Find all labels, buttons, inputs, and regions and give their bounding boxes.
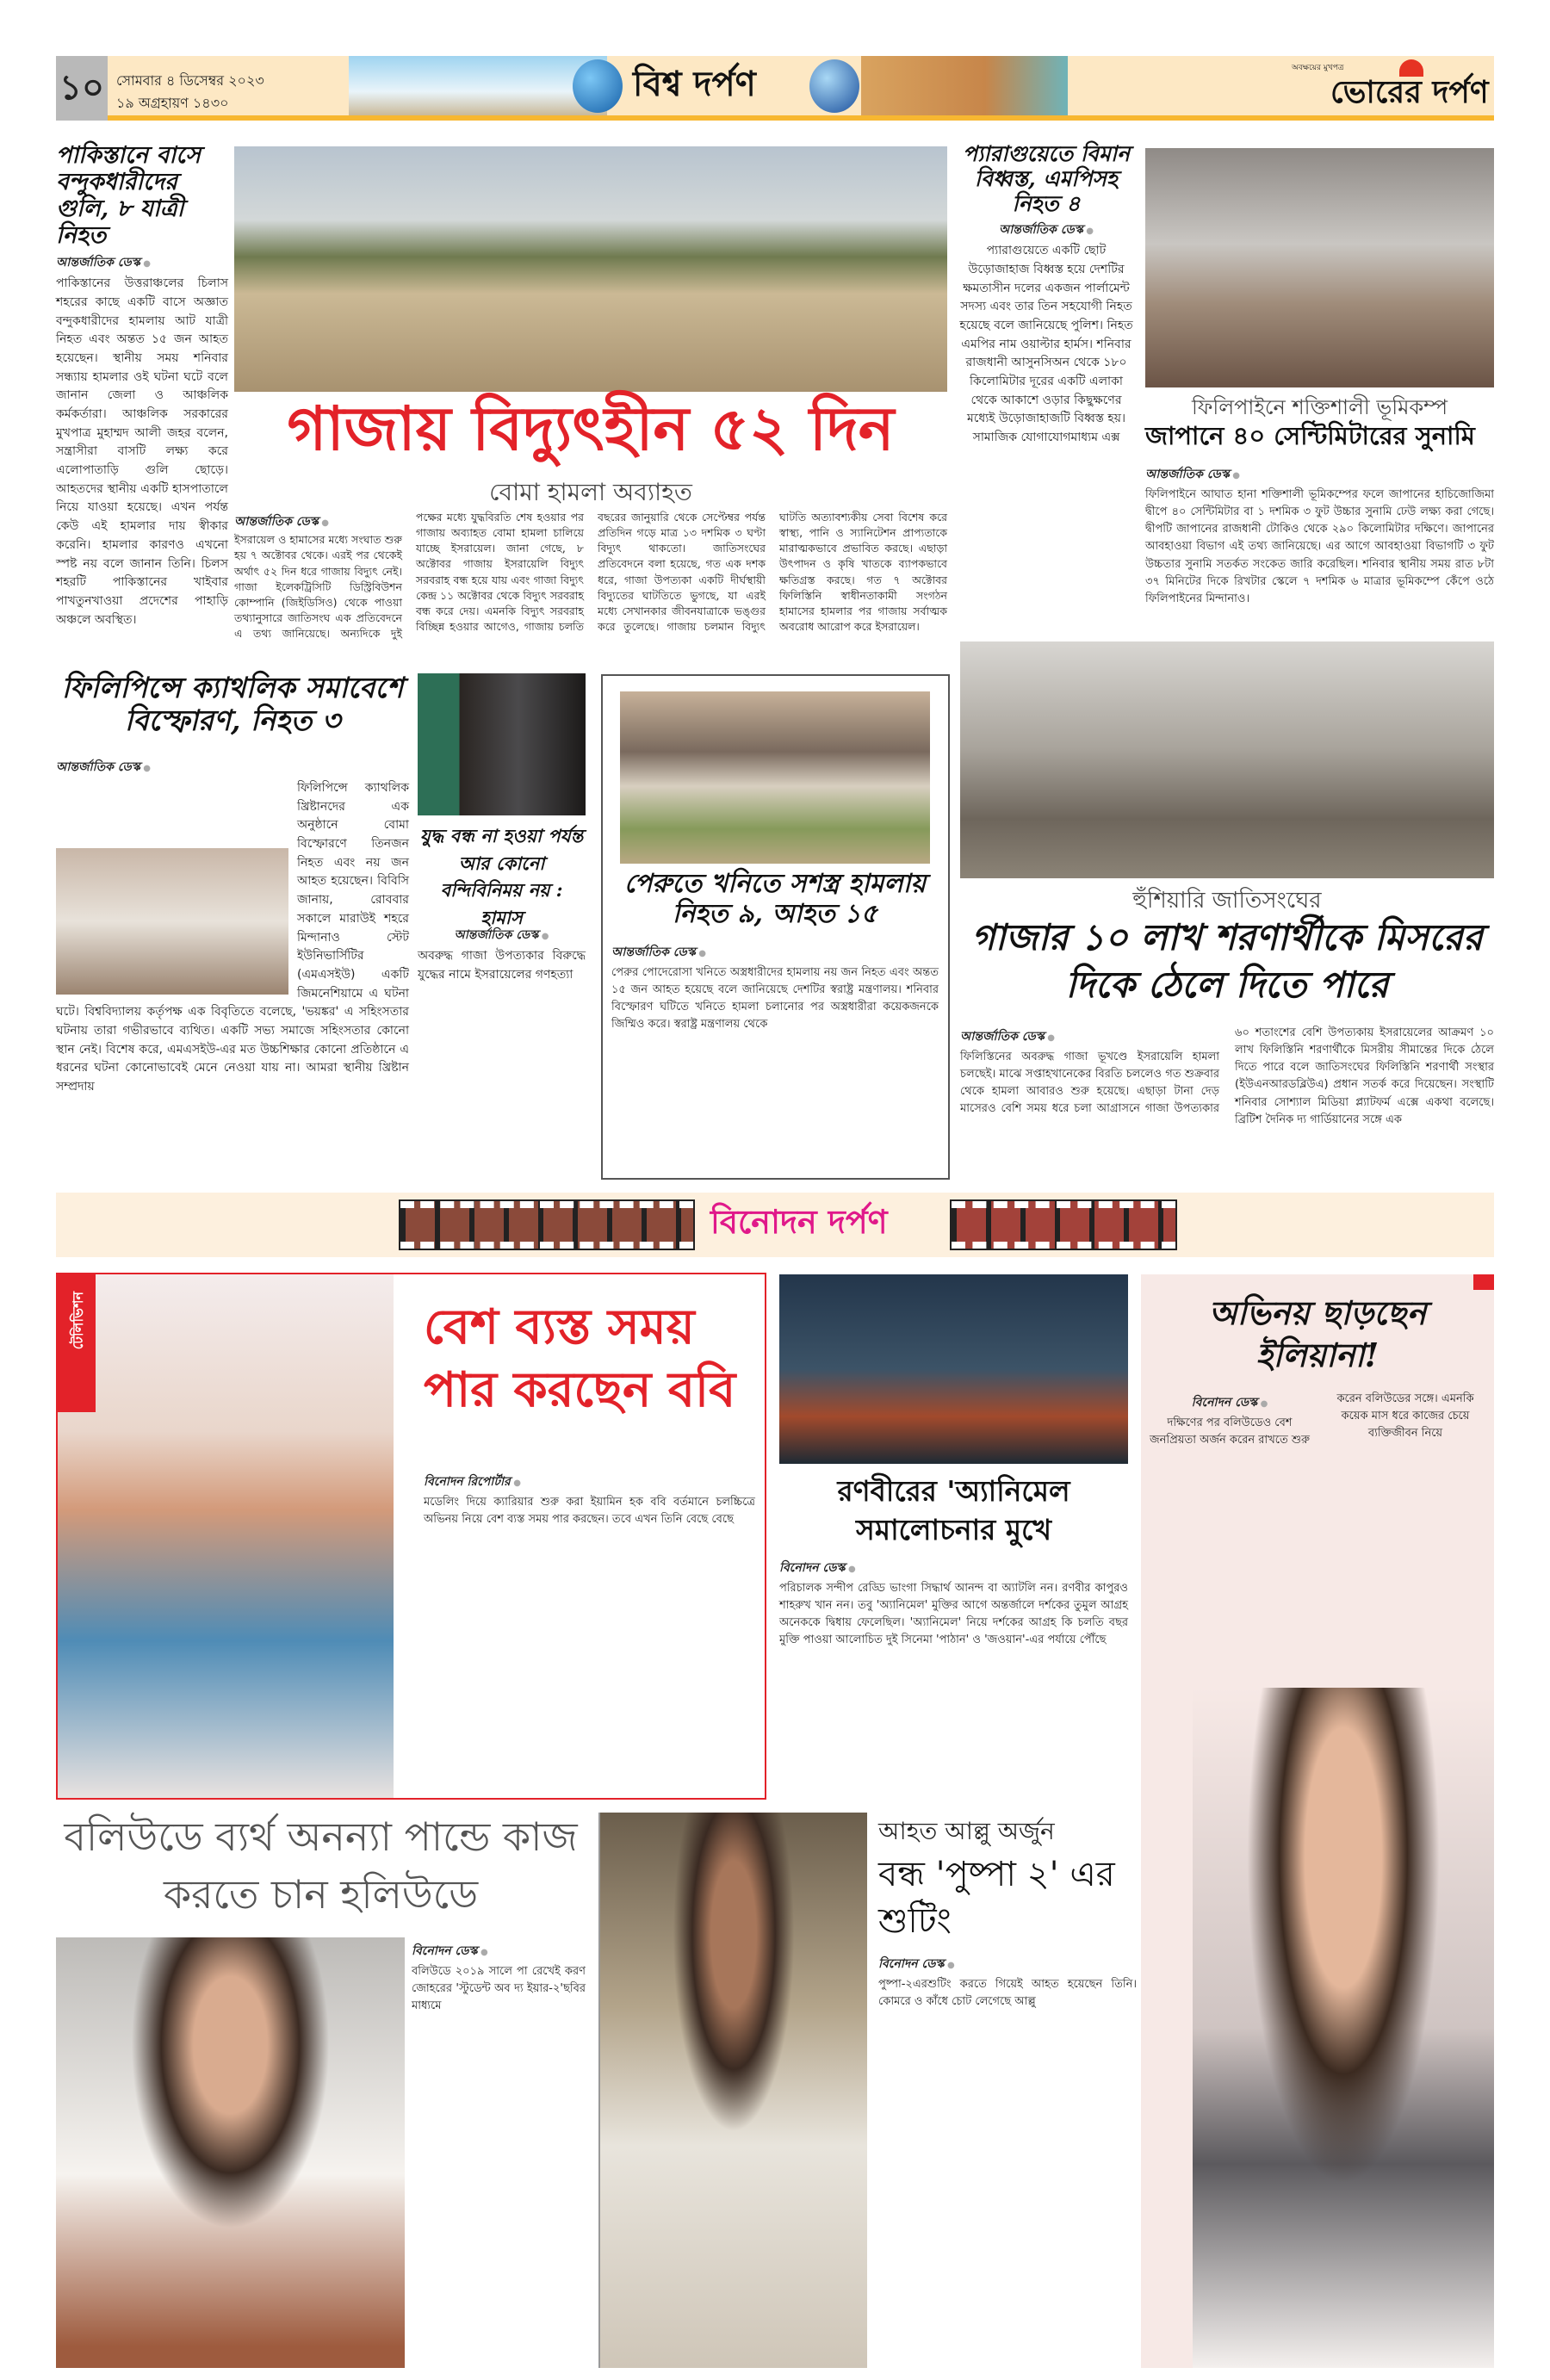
globe-icon xyxy=(809,59,859,113)
article-egypt xyxy=(960,1025,1494,1180)
entertainment-banner xyxy=(56,1193,1494,1257)
body-text: ইসরায়েল ও হামাসের মধ্যে সংঘাত শুরু হয় ৭ অক্টোবর থেকে। এরই পর থেকেই অর্থাৎ ৫২ দিন ধরে গাজায় বিদ্যুৎ নেই। গাজা ইলেকট্রিসিটি ডিস্ট্রিবিউশন কোম্পানি (জিইডিসিও) থেকে পাওয়া তথ্যানুসারে জাতিসংঘ এক প্রতিবেদনে এ তথ্য জানিয়েছে। অন্যদিকে দুই পক্ষের মধ্যে যুদ্ধবিরতি শেষ হওয়ার পর গাজায় অব্যাহত বোমা হামলা চালিয়ে যাচ্ছে ইসরায়েল। জানা গেছে, ৮ অক্টোবর গাজায় ইসরায়েলি বিদ্যুৎ সরবরাহ বন্ধ হয়ে যায় এবং গাজা বিদ্যুৎ কেন্দ্র ১১ অক্টোবর থেকে বিদ্যুৎ সরবরাহ বন্ধ করে দেয়। এমনকি বিদ্যুৎ সরবরাহ বিচ্ছিন্ন হওয়ার আগেও, গাজায় চলতি বছরের জানুয়ারি থেকে সেপ্টেম্বর পর্যন্ত প্রতিদিন গড়ে মাত্র ১৩ দশমিক ৩ ঘণ্টা বিদ্যুৎ থাকতো। জাতিসংঘের প্রতিবেদনে বলা হয়েছে, গত এক দশক ধরে, গাজা উপত্যকা একটি দীর্ঘস্থায়ী বিদ্যুতের ঘাটতিতে ভুগছে, যা এরই মধ্যে সেখানকার জীবনযাত্রাকে ভঙ্গুর করে তুলেছে। গাজায় চলমান বিদ্যুৎ ঘাটতি অত্যাবশ্যকীয় সেবা বিশেষ করে স্বাস্থ্য, পানি ও স্যানিটেশন প্রাপ্যতাকে মারাত্মকভাবে প্রভাবিত করছে। এছাড়া উৎপাদন ও কৃষি খাতকে ব্যাপকভাবে ক্ষতিগ্রস্ত করছে। গত ৭ অক্টোবর ফিলিস্তিনি স্বাধীনতাকামী সংগঠন হামাসের হামলার পর গাজায় সর্বাত্মক অবরোধ আরোপ করে ইসরায়েল। xyxy=(234,511,947,641)
page-number: ১০ xyxy=(56,56,108,121)
byline: আন্তর্জাতিক ডেস্ক ● xyxy=(956,220,1137,240)
photo-ananya-pandey xyxy=(56,1937,405,2368)
headline: প্যারাগুয়েতে বিমান বিধ্বস্ত, এমপিসহ নিহত ৪ xyxy=(962,141,1131,216)
article-animal xyxy=(779,1554,1128,1800)
photo-allu-arjun xyxy=(598,1813,867,2368)
photo-philippines-evacuation-shelter xyxy=(1145,148,1494,387)
paper-tagline: অবক্ষয়ের মুখপত্র xyxy=(1292,64,1344,72)
byline: বিনোদন ডেস্ক ● xyxy=(412,1941,586,1962)
byline: আন্তর্জাতিক ডেস্ক ● xyxy=(960,1028,1219,1047)
headline-philippines-blast: ফিলিপিন্সে ক্যাথলিক সমাবেশে বিস্ফোরণ, নিহত ৩ xyxy=(61,671,404,737)
byline: আন্তর্জাতিক ডেস্ক ● xyxy=(234,513,402,530)
subheadline-gaza: বোমা হামলা অব্যাহত xyxy=(489,478,692,506)
headline-hamas: যুদ্ধ বন্ধ না হওয়া পর্যন্ত আর কোনো বন্দিবিনিময় নয় : হামাস xyxy=(419,825,584,928)
kicker-pushpa: আহত আল্লু অর্জুন xyxy=(878,1817,1055,1845)
article-body: পেরুর পোদেরোসা খনিতে অস্ত্রধারীদের হামলায় নয় জন নিহত এবং অন্তত ১৫ জন আহত হয়েছে বলে জানিয়েছে দেশটির স্বরাষ্ট্র মন্ত্রণালয়। শনিবার বিস্ফোরণ ঘটিতে খনিতে হামলা চলানোর পর অস্ত্রধারীরা কয়েকজনকে জিম্মিও করে। স্বরাষ্ট্র মন্ত্রণালয় থেকে xyxy=(611,966,939,1032)
article-body xyxy=(960,1025,1494,1180)
headline-animal: রণবীরের 'অ্যানিমেল সমালোচনার মুখে xyxy=(837,1474,1070,1546)
article-paraguay-plane-crash xyxy=(956,142,1137,637)
article-body xyxy=(234,510,947,663)
byline: আন্তর্জাতিক ডেস্ক ● xyxy=(611,942,939,963)
article-bobby xyxy=(56,1273,766,1800)
paper-name-logo: ভোরের দর্পণ xyxy=(1330,74,1489,110)
article-body: মডেলিং দিয়ে ক্যারিয়ার শুরু করা ইয়ামিন হক ববি বর্তমানে চলচ্চিত্রে অভিনয় নিয়ে বেশ ব্যস্ত সময় পার করছেন। তবে এখন তিনি বেছে বেছে xyxy=(424,1496,755,1527)
byline: আন্তর্জাতিক ডেস্ক ● xyxy=(56,252,228,273)
headline-japan-tsunami: জাপানে ৪০ সেন্টিমিটারের সুনামি xyxy=(1145,421,1475,450)
photo-gymnasium-soldiers xyxy=(56,848,288,995)
section-title: বিশ্ব দর্পণ xyxy=(633,64,756,104)
article-gaza xyxy=(234,510,947,663)
headline: পাকিস্তানে বাসে বন্দুকধারীদের গুলি, ৮ যাত্রী নিহত xyxy=(56,142,201,250)
category-tag-television xyxy=(58,1274,96,1412)
byline: বিনোদন ডেস্ক ● xyxy=(1150,1394,1310,1413)
article-peru-mine-attack xyxy=(601,674,950,1180)
headline: বেশ ব্যস্ত সময় পার করছেন ববি xyxy=(424,1298,736,1418)
photo-bobby xyxy=(58,1274,394,1798)
section-title-entertainment: বিনোদন দর্পণ xyxy=(710,1202,888,1241)
byline: আন্তর্জাতিক ডেস্ক ● xyxy=(56,757,409,778)
headline-ananya: বলিউডে ব্যর্থ অনন্যা পান্ডে কাজ করতে চান হলিউডে xyxy=(64,1813,578,1918)
article-ileana xyxy=(1141,1274,1494,2368)
article-body: পুষ্পা-২এরশুটিং করতে গিয়েই আহত হয়েছেন তিনি। কোমরে ও কাঁধে চোট লেগেছে আল্লু xyxy=(878,1978,1137,2009)
headline: অভিনয় ছাড়ছেন ইলিয়ানা! xyxy=(1208,1293,1427,1375)
photo-gaza-rubble-horse-cart xyxy=(960,641,1494,878)
byline: বিনোদন ডেস্ক ● xyxy=(779,1558,1128,1578)
byline: আন্তর্জাতিক ডেস্ক ● xyxy=(418,925,586,945)
desert-liberty-image xyxy=(861,56,1068,115)
article-hamas xyxy=(418,921,586,1180)
photo-hamas-leader xyxy=(418,673,586,815)
article-japan xyxy=(1145,461,1494,637)
masthead xyxy=(56,56,1494,121)
byline: আন্তর্জাতিক ডেস্ক ● xyxy=(1145,464,1494,485)
bangla-date-line: ১৯ অগ্রহায়ণ ১৪৩০ xyxy=(116,95,229,111)
article-ananya xyxy=(412,1937,586,2368)
kicker-japan: ফিলিপাইনে শক্তিশালী ভূমিকম্প xyxy=(1191,395,1448,419)
article-text xyxy=(424,1468,755,1795)
article-body: অবরুদ্ধ গাজা উপত্যকার বিরুদ্ধে যুদ্ধের নামে ইসরায়েলের গণহত্যা xyxy=(418,949,586,982)
accent-square xyxy=(1473,1274,1494,1290)
photo-animal-movie-still xyxy=(779,1274,1128,1464)
article-body: প্যারাগুয়েতে একটি ছোট উড়োজাহাজ বিধ্বস্ত হয়ে দেশটির ক্ষমতাসীন দলের একজন পার্লামেন্ট সদস্য এবং তার তিন সহযোগী নিহত হয়েছে বলে জানিয়েছে পুলিশ। নিহত এমপির নাম ওয়াল্টার হার্মস। শনিবার রাজধানী আসুনসিঅন থেকে ১৮০ কিলোমিটার দূরের একটি এলাকা থেকে আকাশে ওড়ার কিছুক্ষণের মধ্যেই উড়োজাহাজটি বিধ্বস্ত হয়। সামাজিক যোগাযোগমাধ্যম এক্স xyxy=(959,244,1133,445)
byline: বিনোদন ডেস্ক ● xyxy=(878,1954,1137,1974)
film-strip-right xyxy=(952,1201,1175,1249)
body-text: ফিলিপিন্সে ক্যাথলিক খ্রিষ্টানদের এক অনুষ্ঠানে বোমা বিস্ফোরণে তিনজন নিহত এবং নয় জন আহত হয়েছেন। বিবিসি জানায়, রোববার সকালে মারাউই শহরে মিন্দানাও স্টেট ইউনিভার্সিটির (এমএসইউ) একটি জিমনেশিয়ামে এ ঘটনা ঘটে। বিশ্ববিদ্যালয় কর্তৃপক্ষ এক বিবৃতিতে বলেছে, 'ভয়ঙ্কর' এ সহিংসতার ঘটনায় তারা গভীরভাবে ব্যথিত। একটি সভ্য সমাজে সহিংসতার কোনো স্থান নেই। বিশেষ করে, এমএসইউ-এর মত উচ্চশিক্ষার কোনো প্রতিষ্ঠানে এ ধরনের ঘটনা কোনোভাবেই মেনে নেওয়া যায় না। আমরা স্থানীয় খ্রিষ্টান সম্প্রদায় xyxy=(56,781,409,1094)
globe-icon xyxy=(573,59,623,113)
headline-gaza: গাজায় বিদ্যুৎহীন ৫২ দিন xyxy=(287,393,895,464)
date-line: সোমবার ৪ ডিসেম্বর ২০২৩ xyxy=(116,72,264,89)
article-body xyxy=(56,779,409,1184)
film-strip-left xyxy=(400,1201,693,1249)
body-text: ফিলিস্তিনের অবরুদ্ধ গাজা ভূখণ্ডে ইসরায়েলি হামলা চলছেই। মাঝে সপ্তাহখানেকের বিরতি চললেও গত শুক্রবার থেকে হামলা আবারও শুরু হয়েছে। এছাড়া টানা দেড় মাসেরও বেশি সময় ধরে চলা আগ্রাসনে গাজা উপত্যকার ৬০ শতাংশের বেশি উপত্যকায় ইসরায়েলের আক্রমণ ১০ লাখ ফিলিস্তিনি শরণার্থীকে মিসরীয় সীমান্তের দিকে ঠেলে দিতে পারে বলে জাতিসংঘের ফিলিস্তিনি শরণার্থী সংস্থার (ইউএনআরডব্লিউএ) প্রধান সতর্ক করে দিয়েছেন। সংস্থাটি শনিবার সোশ্যাল মিডিয়া প্ল্যাটফর্ম এক্সে একথা বলেছে। ব্রিটিশ দৈনিক দ্য গার্ডিয়ানের সঙ্গে এক xyxy=(960,1026,1494,1126)
article-philippines-blast xyxy=(56,753,409,1180)
article-pushpa xyxy=(878,1950,1137,2368)
article-body: বলিউডে ২০১৯ সালে পা রেখেই করণ জোহরের 'স্টুডেন্ট অব দ্য ইয়ার-২'ছবির মাধ্যমে xyxy=(412,1965,586,2013)
article-text xyxy=(1150,1391,1485,1675)
headline-pushpa: বন্ধ 'পুষ্পা ২' এর শুটিং xyxy=(878,1855,1115,1941)
article-body xyxy=(1150,1391,1485,1675)
headline-gaza-refugees-egypt: গাজার ১০ লাখ শরণার্থীকে মিসরের দিকে ঠেলে দিতে পারে xyxy=(971,916,1483,1006)
headline: পেরুতে খনিতে সশস্ত্র হামলায় নিহত ৯, আহত ১৫ xyxy=(623,869,927,929)
world-landmarks-image xyxy=(349,56,607,115)
kicker-egypt: হুঁশিয়ারি জাতিসংঘের xyxy=(1132,888,1322,914)
category-tag-label: টেলিভিশন xyxy=(70,1292,86,1350)
photo-ileana xyxy=(1193,1688,1494,2368)
article-body: পরিচালক সন্দীপ রেড্ডি ভাংগা সিদ্ধার্থ আনন্দ বা অ্যাটলি নন। রণবীর কাপুরও শাহরুখ খান নন। তবু 'অ্যানিমেল' মুক্তির আগে অন্তর্জালে দর্শকের তুমুল আগ্রহ অনেককে দ্বিধায় ফেলেছিল। 'অ্যানিমেল' নিয়ে দর্শকের আগ্রহ কি চলতি বছর মুক্তি পাওয়া আলোচিত দুই সিনেমা 'পাঠান' ও 'জওয়ান'-এর পর্যায়ে পৌঁছে xyxy=(779,1582,1128,1647)
byline: বিনোদন রিপোর্টার ● xyxy=(424,1472,755,1492)
article-pakistan-bus-attack xyxy=(56,142,228,663)
article-body: ফিলিপাইনে আঘাত হানা শক্তিশালী ভূমিকম্পের ফলে জাপানের হাচিজোজিমা দ্বীপে ৪০ সেন্টিমিটার বা ১ দশমিক ৩ ফুট উচ্চার সুনামি ঢেউ লক্ষ্য করা গেছে। দ্বীপটি জাপানের রাজধানী টোকিও থেকে ২৯০ কিলোমিটার দক্ষিণে। জাপানের আবহাওয়া বিভাগ এই তথ্য জানিয়েছে। এর আগে আবহাওয়া বিভাগটি ৩ ফুট উচ্চতার সুনামি সতর্কত সংকেত জারি করেছিল। শনিবার স্থানীয় সময় রাত ৮টা ৩৭ মিনিটের দিকে রিখটার স্কেলে ৭ দশমিক ৬ মাত্রার ভূমিকম্পে কেঁপে ওঠে ফিলিপাইনের মিন্দানাও। xyxy=(1145,488,1494,605)
photo-peru-mine xyxy=(620,691,930,864)
article-text xyxy=(611,939,939,1180)
photo-gaza-displaced-people xyxy=(234,146,947,392)
body-text: দক্ষিণের পর বলিউডেও বেশ জনপ্রিয়তা অর্জন করেন রাখতে শুরু করেন বলিউডের সঙ্গে। এমনকি কয়েক মাস ধরে কাজের চেয়ে ব্যক্তিজীবন নিয়ে xyxy=(1150,1392,1474,1447)
article-body: পাকিস্তানের উত্তরাঞ্চলের চিলাস শহরের কাছে একটি বাসে অজ্ঞাত বন্দুকধারীদের হামলায় আট যাত্রী নিহত এবং অন্তত ১৫ জন আহত হয়েছেন। স্থানীয় সময় শনিবার সন্ধ্যায় হামলার ওই ঘটনা ঘটে বলে জানান জেলা ও আঞ্চলিক কর্মকর্তারা। আঞ্চলিক সরকারের মুখপাত্র মুহাম্মদ আলী জহর বলেন, সন্ত্রাসীরা বাসটি লক্ষ্য করে এলোপাতাড়ি গুলি ছোড়ে। আহতদের স্থানীয় একটি হাসপাতালে নিয়ে যাওয়া হয়েছে। এখন পর্যন্ত কেউ এই হামলার দায় স্বীকার করেনি। হামলার কারণও এখনো স্পষ্ট নয় বলে জানান তিনি। চিলস শহরটি পাকিস্তানের খাইবার পাখতুনখাওয়া প্রদেশের পাহাড়ি অঞ্চলে অবস্থিত। xyxy=(56,276,228,627)
